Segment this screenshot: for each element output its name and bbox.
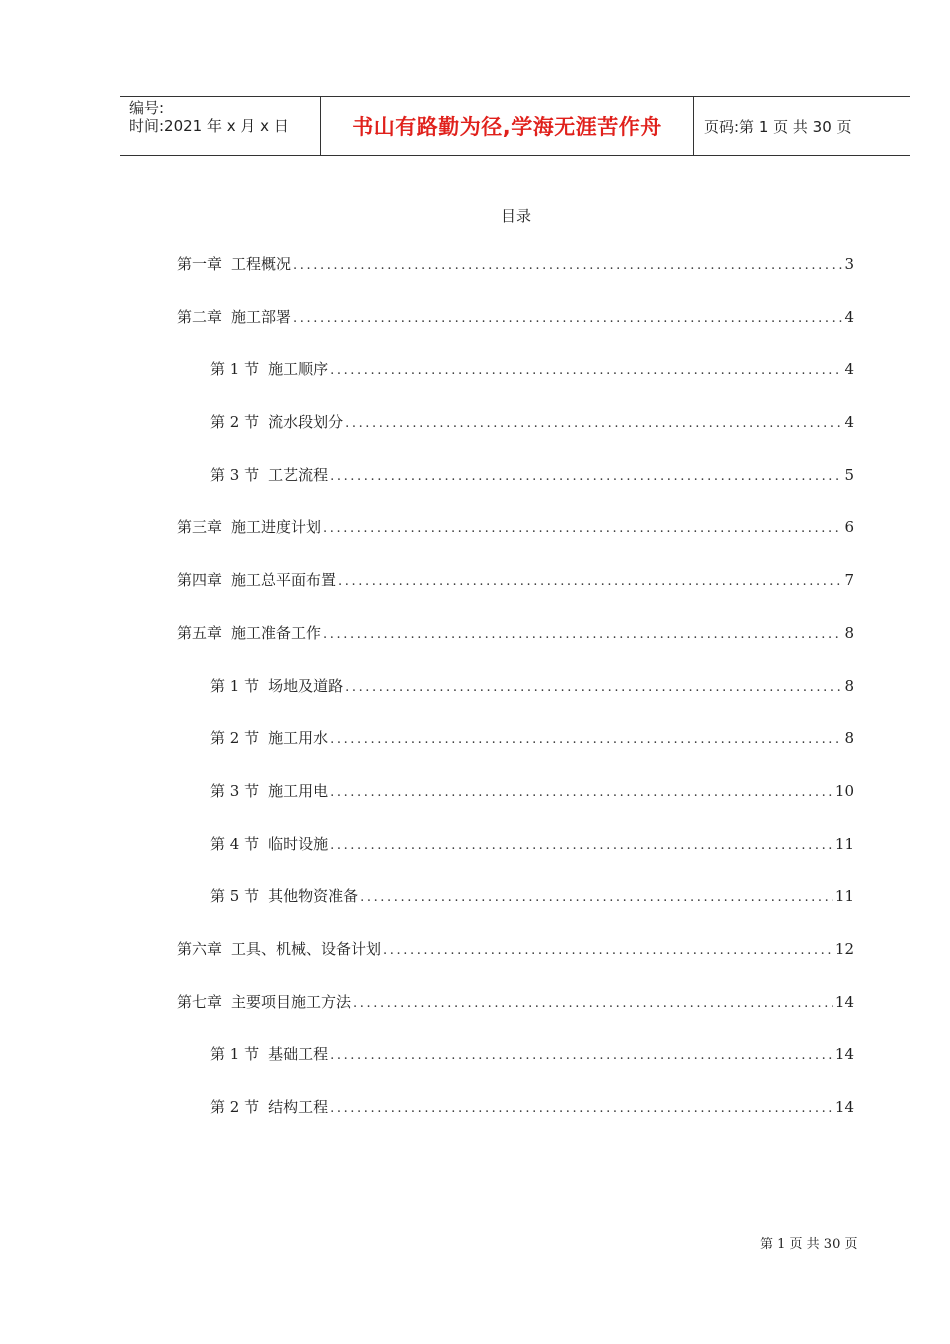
- toc-entry[interactable]: [177, 411, 854, 464]
- toc-entry-number: 第四章: [177, 571, 223, 590]
- toc-dot-leader: [353, 996, 833, 1011]
- toc-entry[interactable]: [177, 306, 854, 359]
- page-title: 目录: [500, 207, 531, 225]
- toc-dot-leader: [330, 785, 833, 800]
- toc-entry-page: 4: [844, 307, 854, 326]
- toc-entry[interactable]: [177, 622, 854, 675]
- toc-entry[interactable]: [177, 1043, 854, 1096]
- toc-entry[interactable]: [177, 569, 854, 622]
- toc-dot-leader: [323, 521, 842, 536]
- document-header: [120, 96, 910, 156]
- toc-entry-title: 施工进度计划: [231, 518, 322, 537]
- toc-entry-title: 工程概况: [231, 255, 292, 273]
- toc-entry-page: 8: [844, 729, 854, 748]
- toc-entry-title: 流水段划分: [268, 413, 344, 432]
- toc-entry-page: 10: [834, 781, 854, 800]
- toc-entry[interactable]: [177, 1096, 854, 1149]
- header-motto-cell: [321, 97, 694, 155]
- header-motto: 书山有路勤为径,学海无涯苦作舟: [352, 115, 662, 139]
- toc-entry[interactable]: [177, 516, 854, 569]
- toc-entry-number: 第五章: [177, 623, 223, 642]
- serial-number-label: 编号:: [129, 99, 165, 117]
- toc-entry-page: 8: [844, 623, 854, 642]
- toc-entry-number: 第 4 节: [210, 834, 260, 853]
- toc-dot-leader: [323, 627, 842, 642]
- toc-entry[interactable]: [177, 727, 854, 780]
- toc-entry-number: 第 3 节: [210, 781, 260, 800]
- toc-entry[interactable]: [177, 675, 854, 728]
- toc-entry-title: 临时设施: [268, 834, 329, 853]
- toc-entry-title: 施工顺序: [268, 360, 329, 379]
- table-of-contents: [177, 253, 854, 1149]
- toc-dot-leader: [383, 943, 833, 958]
- toc-entry-title: 工艺流程: [268, 465, 329, 484]
- toc-entry-page: 5: [844, 465, 854, 484]
- toc-entry-page: 4: [844, 360, 854, 379]
- toc-entry[interactable]: [177, 464, 854, 517]
- toc-entry-title: 基础工程: [268, 1045, 329, 1064]
- toc-entry-number: 第 2 节: [210, 413, 260, 432]
- toc-entry-page: 14: [834, 992, 854, 1011]
- toc-entry-number: 第 1 节: [210, 360, 260, 379]
- toc-dot-leader: [338, 574, 842, 589]
- toc-dot-leader: [345, 416, 842, 431]
- toc-entry-page: 14: [834, 1045, 854, 1064]
- toc-entry-page: 14: [834, 1098, 854, 1116]
- toc-entry-title: 工具、机械、设备计划: [231, 939, 382, 958]
- toc-entry[interactable]: [177, 780, 854, 833]
- toc-dot-leader: [293, 311, 842, 326]
- toc-entry-number: 第七章: [177, 992, 223, 1011]
- toc-entry-number: 第 2 节: [210, 729, 260, 748]
- toc-entry-page: 12: [834, 939, 854, 958]
- toc-entry[interactable]: [177, 938, 854, 991]
- toc-entry-title: 场地及道路: [268, 676, 344, 695]
- toc-entry-title: 其他物资准备: [268, 887, 359, 906]
- toc-dot-leader: [330, 838, 833, 853]
- toc-entry-number: 第 1 节: [210, 676, 260, 695]
- toc-entry-number: 第 3 节: [210, 465, 260, 484]
- toc-dot-leader: [293, 258, 842, 273]
- toc-entry[interactable]: [177, 833, 854, 886]
- toc-entry-title: 施工用电: [268, 781, 329, 800]
- toc-entry-number: 第一章: [177, 255, 223, 273]
- toc-entry[interactable]: [177, 253, 854, 306]
- toc-entry-page: 8: [844, 676, 854, 695]
- toc-dot-leader: [330, 363, 842, 378]
- toc-entry[interactable]: [177, 358, 854, 411]
- toc-entry-page: 6: [844, 518, 854, 537]
- toc-entry-title: 施工总平面布置: [231, 571, 337, 590]
- toc-entry-title: 施工准备工作: [231, 623, 322, 642]
- toc-dot-leader: [330, 469, 842, 484]
- toc-dot-leader: [330, 1101, 833, 1116]
- toc-entry-title: 主要项目施工方法: [231, 992, 352, 1011]
- time-label: 时间:2021 年 x 月 x 日: [129, 117, 289, 135]
- toc-entry-page: 4: [844, 413, 854, 432]
- toc-dot-leader: [345, 680, 842, 695]
- toc-entry-number: 第三章: [177, 518, 223, 537]
- toc-entry-page: 11: [834, 834, 854, 853]
- toc-dot-leader: [330, 732, 842, 747]
- toc-entry-number: 第二章: [177, 307, 223, 326]
- toc-entry-number: 第 1 节: [210, 1045, 260, 1064]
- toc-entry-number: 第 5 节: [210, 887, 260, 906]
- toc-dot-leader: [330, 1048, 833, 1063]
- toc-dot-leader: [360, 890, 833, 905]
- toc-entry-title: 施工用水: [268, 729, 329, 748]
- toc-entry-title: 施工部署: [231, 307, 292, 326]
- toc-entry-title: 结构工程: [268, 1098, 329, 1116]
- toc-entry[interactable]: [177, 885, 854, 938]
- header-page-info: 页码:第 1 页 共 30 页: [704, 117, 852, 136]
- footer-page-number: 第 1 页 共 30 页: [760, 1237, 858, 1252]
- header-meta-cell: [120, 97, 321, 155]
- toc-entry-number: 第六章: [177, 939, 223, 958]
- toc-entry[interactable]: [177, 991, 854, 1044]
- toc-entry-number: 第 2 节: [210, 1098, 260, 1116]
- toc-entry-page: 11: [834, 887, 854, 906]
- header-page-cell: [694, 97, 910, 155]
- toc-entry-page: 3: [844, 255, 854, 273]
- toc-entry-page: 7: [844, 571, 854, 590]
